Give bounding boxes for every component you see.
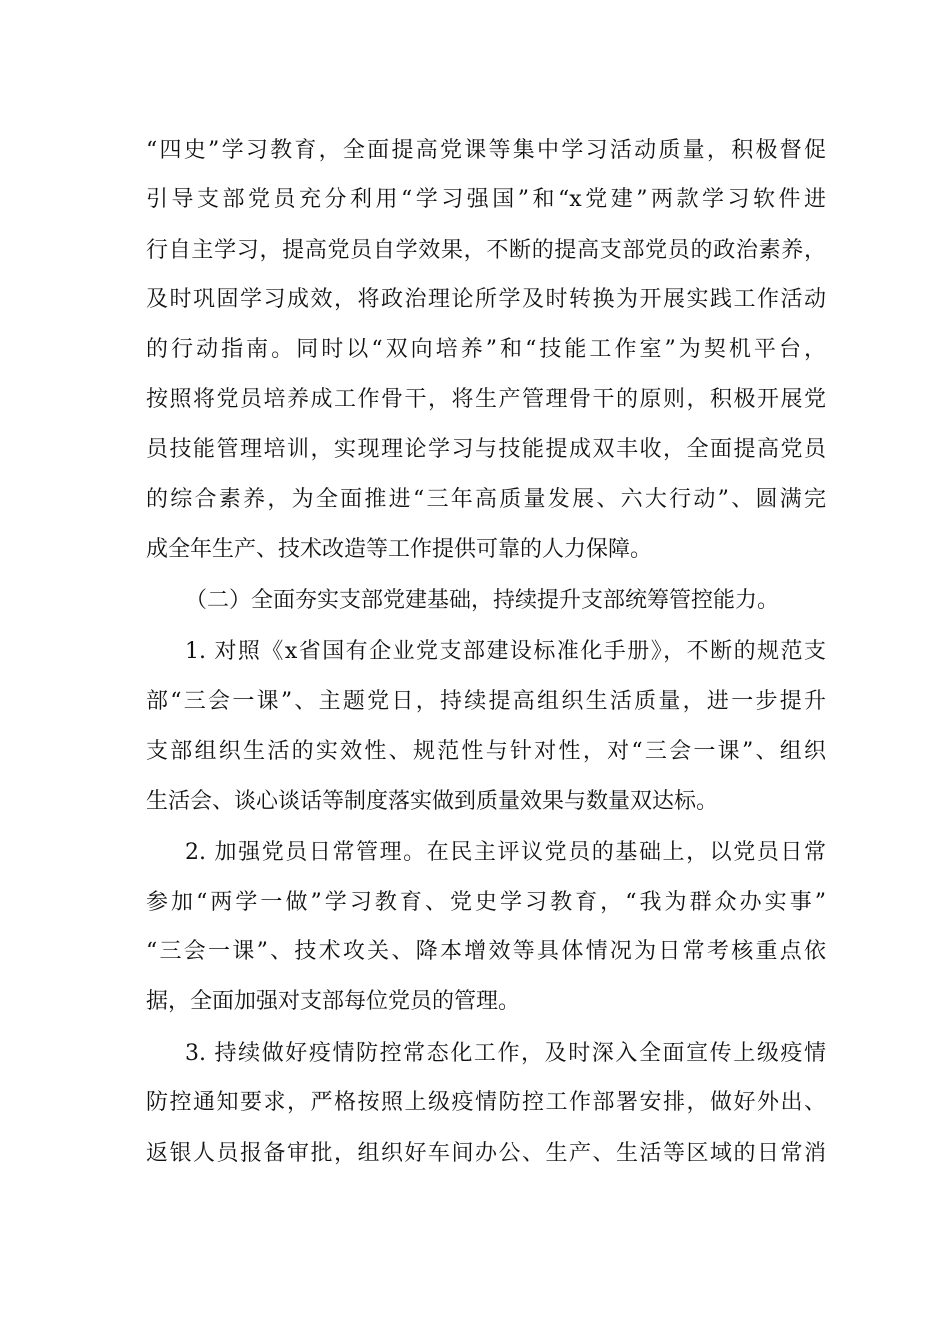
text-line: 员技能管理培训，实现理论学习与技能提成双丰收，全面提高党员: [146, 437, 826, 462]
text-line: 成全年生产、技术改造等工作提供可靠的人力保障。: [146, 537, 653, 562]
text-line: 3. 持续做好疫情防控常态化工作，及时深入全面宣传上级疫情: [185, 1041, 826, 1066]
text-line: 防控通知要求，严格按照上级疫情防控工作部署安排，做好外出、: [146, 1090, 826, 1115]
text-line: 的综合素养，为全面推进“三年高质量发展、六大行动”、圆满完: [146, 487, 826, 512]
text-line: 生活会、谈心谈话等制度落实做到质量效果与数量双达标。: [146, 789, 719, 814]
text-line: “三会一课”、技术攻关、降本增效等具体情况为日常考核重点依: [146, 939, 826, 964]
text-line: 支部组织生活的实效性、规范性与针对性，对“三会一课”、组织: [146, 739, 826, 764]
text-line: 返银人员报备审批，组织好车间办公、生产、生活等区域的日常消: [146, 1141, 826, 1166]
text-line: 1. 对照《x省国有企业党支部建设标准化手册》，不断的规范支: [185, 639, 826, 664]
section-heading: （二）全面夯实支部党建基础，持续提升支部统筹管控能力。: [185, 588, 780, 613]
text-line: 及时巩固学习成效，将政治理论所学及时转换为开展实践工作活动: [146, 287, 826, 312]
text-line: 的行动指南。同时以“双向培养”和“技能工作室”为契机平台，: [146, 337, 826, 362]
text-line: 引导支部党员充分利用“学习强国”和“x党建”两款学习软件进: [146, 187, 826, 212]
text-line: 按照将党员培养成工作骨干，将生产管理骨干的原则，积极开展党: [146, 387, 826, 412]
text-line: “四史”学习教育，全面提高党课等集中学习活动质量，积极督促: [146, 138, 826, 163]
text-line: 据，全面加强对支部每位党员的管理。: [146, 989, 521, 1014]
text-line: 参加“两学一做”学习教育、党史学习教育，“我为群众办实事”: [146, 890, 826, 915]
text-line: 2. 加强党员日常管理。在民主评议党员的基础上，以党员日常: [185, 840, 826, 865]
text-line: 部“三会一课”、主题党日，持续提高组织生活质量，进一步提升: [146, 689, 826, 714]
text-line: 行自主学习，提高党员自学效果，不断的提高支部党员的政治素养，: [146, 238, 826, 263]
